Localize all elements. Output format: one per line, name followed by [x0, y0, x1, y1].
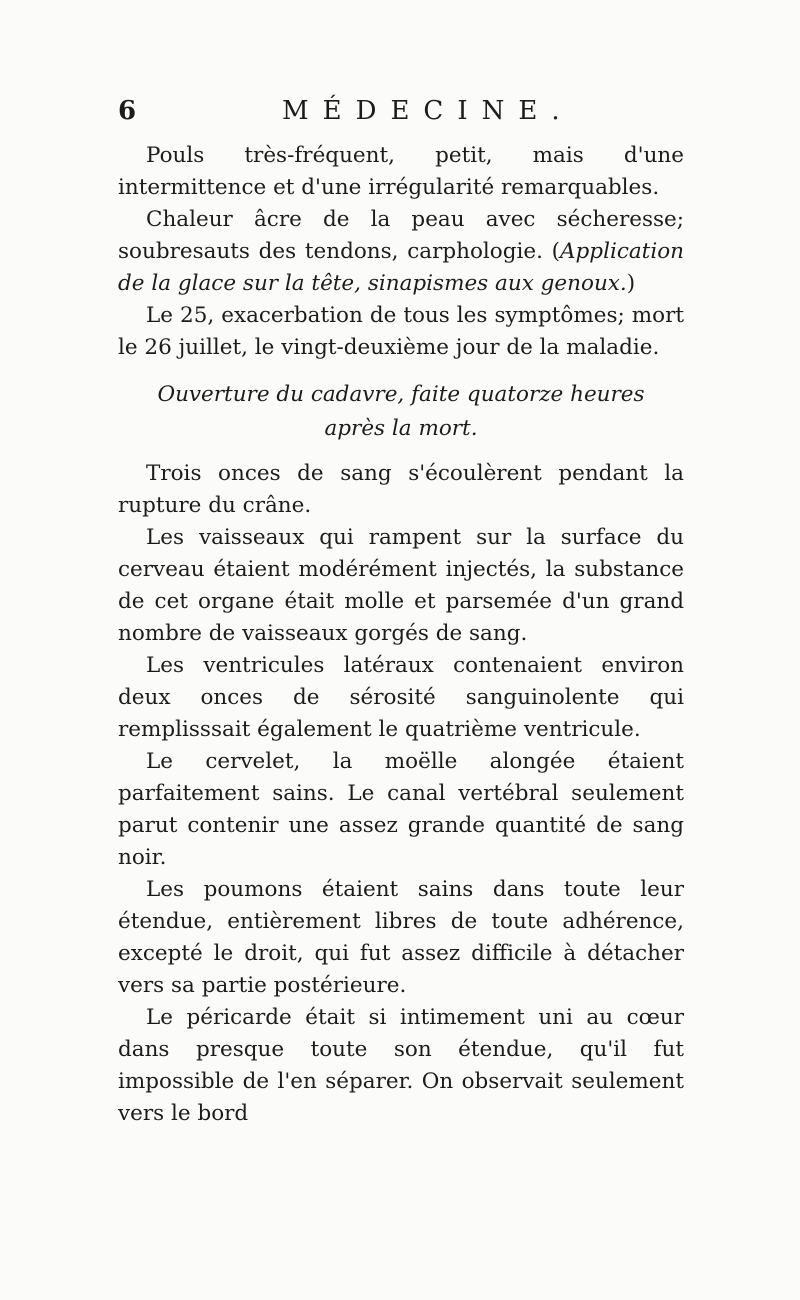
- paragraph-ventricles: Les ventricules latéraux contenaient environ deux onces de sérosité sanguinolente qui remplisssait également le quatrième ventricule.: [118, 653, 684, 742]
- treatment-note: Application de la glace sur la tête, sinapismes aux genoux.: [118, 239, 684, 296]
- page-number: 6: [118, 96, 137, 126]
- paragraph-skin: [118, 204, 684, 300]
- paragraph-skin-close: ): [626, 271, 636, 296]
- paragraph-pericardium: Le péricarde était si intimement uni au cœur dans presque toute son étendue, qu'il fut impossible de l'en séparer. On observait seulement vers le bord: [118, 1005, 684, 1126]
- paragraph-skin-text: Chaleur âcre de la peau avec sécheresse; soubresauts des tendons, carphologie. (: [118, 207, 684, 264]
- section-heading-line2: après la mort.: [324, 416, 478, 441]
- section-heading: [118, 378, 684, 446]
- section-heading-line1: Ouverture du cadavre, faite quatorze heures: [157, 382, 645, 407]
- page-header: [118, 96, 690, 132]
- paragraph-lungs: Les poumons étaient sains dans toute leur étendue, entièrement libres de toute adhérence, excepté le droit, qui fut assez difficile à détacher vers sa partie postérieure.: [118, 877, 684, 998]
- running-title: MÉDECINE.: [282, 96, 574, 126]
- paragraph-blood: Trois onces de sang s'écoulèrent pendant la rupture du crâne.: [118, 461, 684, 518]
- paragraph-cerebellum: Le cervelet, la moëlle alongée étaient parfaitement sains. Le canal vertébral seulement parut contenir une assez grande quantité de sang noir.: [118, 749, 684, 870]
- body-text: [118, 140, 684, 1130]
- paragraph-brain-vessels: Les vaisseaux qui rampent sur la surface du cerveau étaient modérément injectés, la substance de cet organe était molle et parsemée d'un grand nombre de vaisseaux gorgés de sang.: [118, 525, 684, 646]
- paragraph-pulse: Pouls très-fréquent, petit, mais d'une intermittence et d'une irrégularité remarquables.: [118, 143, 684, 200]
- paragraph-death: Le 25, exacerbation de tous les symptômes; mort le 26 juillet, le vingt-deuxième jour de la maladie.: [118, 303, 684, 360]
